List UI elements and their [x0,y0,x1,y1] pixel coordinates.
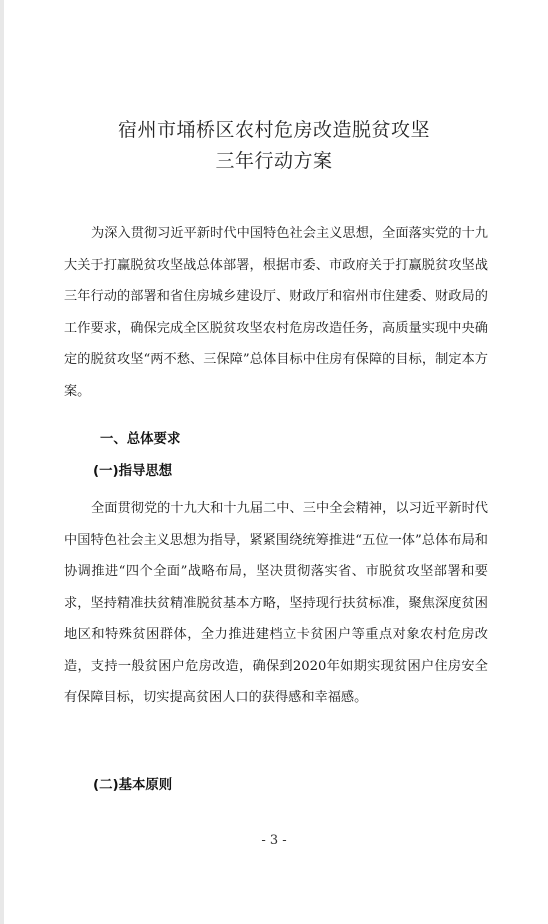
subsection-heading-guiding-ideology: (一)指导思想 [93,464,173,479]
document-title-line1: 宿州市埇桥区农村危房改造脱贫攻坚 [117,119,430,141]
document-title-line2: 三年行动方案 [215,150,333,172]
page-number: - 3 - [261,833,287,848]
section-heading-overall-requirements: 一、总体要求 [100,432,181,447]
intro-paragraph: 为深入贯彻习近平新时代中国特色社会主义思想，全面落实党的十九大关于打赢脱贫攻坚战总体部署，根据市委、市政府关于打赢脱贫攻坚战三年行动的部署和省住房城乡建设厅、财政厅和宿州市住建委、财政局的工作要求，确保完成全区脱贫攻坚农村危房改造任务，高质量实现中央确定的脱贫攻坚“两不愁、三保障”总体目标中住房有保障的目标，制定本方案。 [64,226,488,399]
guiding-ideology-paragraph: 全面贯彻党的十九大和十九届二中、三中全会精神，以习近平新时代中国特色社会主义思想为指导，紧紧围绕统筹推进“五位一体”总体布局和协调推进“四个全面”战略布局，坚决贯彻落实省、市脱贫攻坚部署和要求，坚持精准扶贫精准脱贫基本方略，坚持现行扶贫标准，聚焦深度贫困地区和特殊贫困群体，全力推进建档立卡贫困户等重点对象农村危房改造，支持一般贫困户危房改造，确保到2020年如期实现贫困户住房安全有保障目标，切实提高贫困人口的获得感和幸福感。 [64,501,488,705]
subsection-heading-basic-principles: (二)基本原则 [93,778,173,793]
